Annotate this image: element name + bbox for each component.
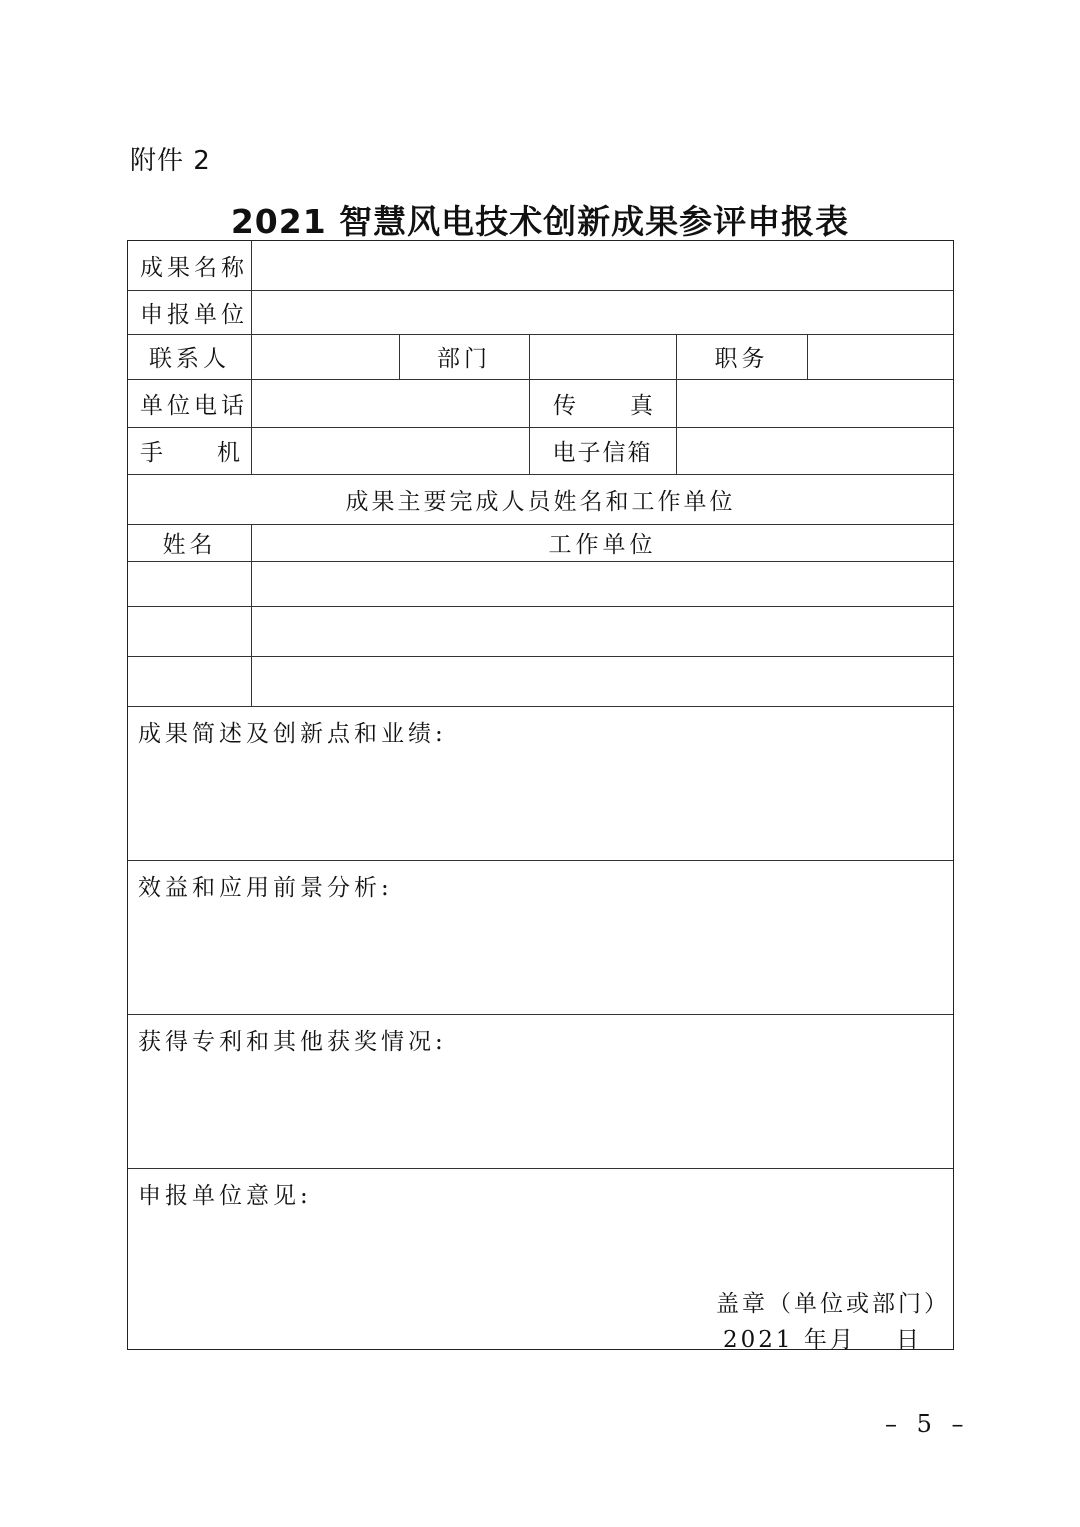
unit-phone-label: 单位电话 (140, 392, 248, 419)
fax-label-char: 传 (553, 392, 576, 419)
date-month: 月 (830, 1327, 856, 1353)
work-unit-column-header: 工作单位 (548, 532, 657, 558)
mobile-label-char: 机 (217, 440, 240, 466)
email-input[interactable] (677, 427, 953, 474)
date-day: 日 (896, 1327, 922, 1353)
mobile-label (140, 427, 240, 474)
achievement-name-input[interactable] (252, 241, 953, 290)
personnel-name-input[interactable] (128, 656, 251, 706)
patent-textarea[interactable] (128, 1055, 953, 1168)
personnel-section-title: 成果主要完成人员姓名和工作单位 (345, 488, 736, 515)
department-input[interactable] (530, 334, 676, 379)
position-label: 职务 (714, 346, 769, 372)
row-divider (128, 706, 953, 707)
personnel-name-input[interactable] (128, 606, 251, 656)
summary-textarea[interactable] (128, 746, 953, 860)
fax-input[interactable] (677, 379, 953, 427)
page-number: – 5 – (885, 1410, 970, 1438)
position-input[interactable] (808, 334, 953, 379)
email-label: 电子信箱 (552, 440, 653, 466)
attachment-label: 附件 2 (130, 146, 211, 176)
stamp-note: 盖章（单位或部门） (716, 1291, 950, 1317)
personnel-name-input[interactable] (128, 561, 251, 606)
fax-label (553, 379, 653, 427)
personnel-work-unit-input[interactable] (252, 606, 953, 656)
opinion-textarea[interactable] (128, 1209, 953, 1279)
personnel-work-unit-input[interactable] (252, 561, 953, 606)
benefit-textarea[interactable] (128, 901, 953, 1014)
benefit-label: 效益和应用前景分析: (138, 875, 393, 901)
date-year: 2021 年 (723, 1327, 830, 1353)
row-divider (128, 1168, 953, 1169)
department-label: 部门 (437, 346, 491, 372)
achievement-name-label: 成果名称 (140, 255, 248, 281)
contact-input[interactable] (252, 334, 399, 379)
applicant-unit-label: 申报单位 (140, 301, 248, 328)
summary-label: 成果简述及创新点和业绩: (138, 721, 447, 747)
application-form (127, 240, 954, 1353)
name-column-header: 姓名 (162, 532, 217, 558)
mobile-label-char: 手 (140, 440, 163, 466)
patent-label: 获得专利和其他获奖情况: (138, 1029, 447, 1055)
mobile-input[interactable] (252, 427, 529, 474)
row-divider (128, 1014, 953, 1015)
personnel-work-unit-input[interactable] (252, 656, 953, 706)
form-title: 2021 智慧风电技术创新成果参评申报表 (230, 202, 850, 241)
fax-label-char: 真 (630, 392, 653, 419)
unit-phone-input[interactable] (252, 379, 529, 427)
contact-label: 联系人 (149, 346, 230, 372)
opinion-label: 申报单位意见: (138, 1183, 312, 1209)
row-divider (128, 860, 953, 861)
applicant-unit-input[interactable] (252, 290, 953, 334)
